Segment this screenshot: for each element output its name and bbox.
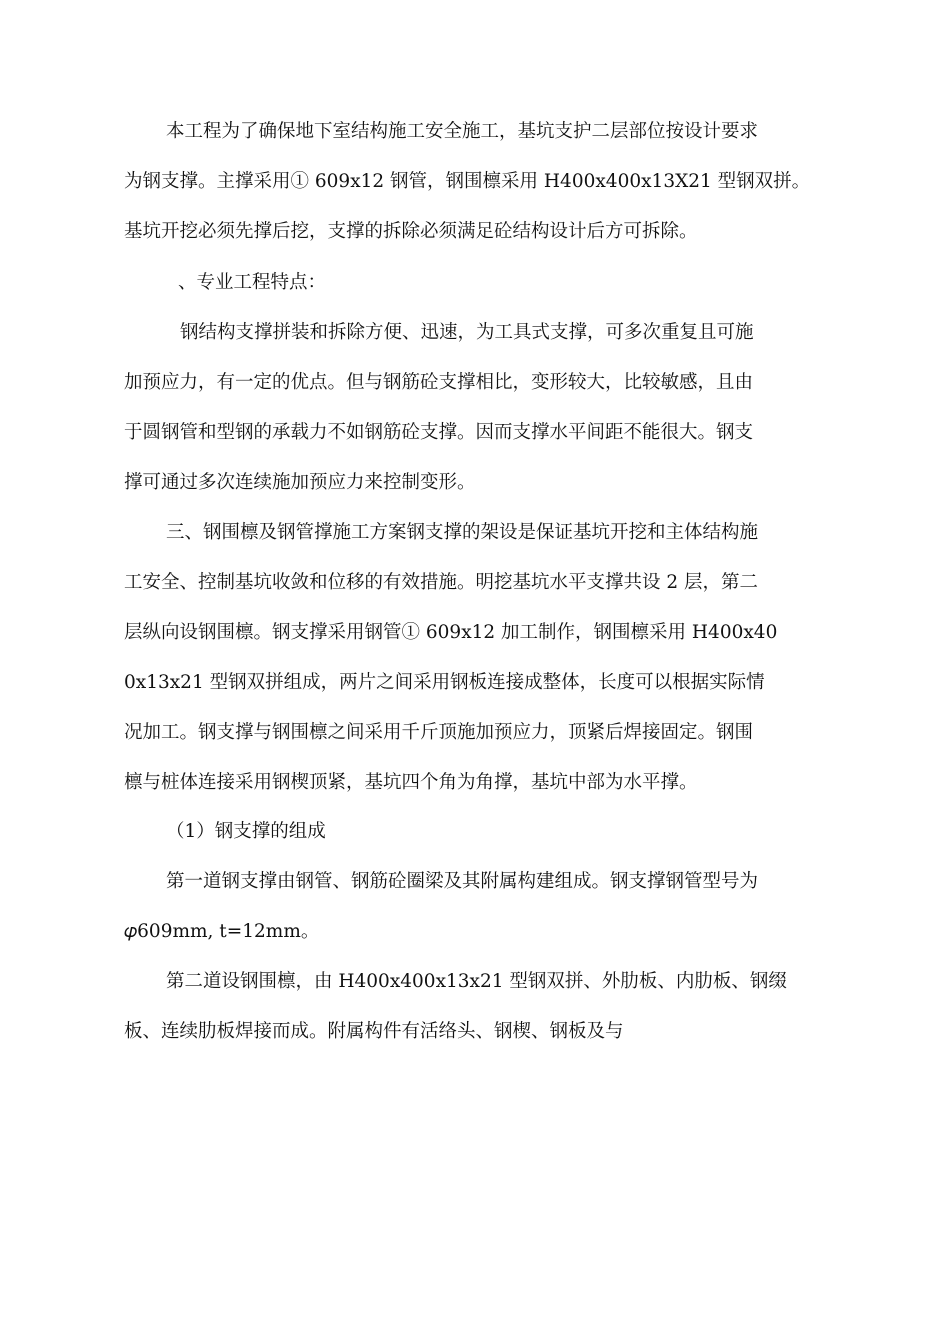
paragraph-1-line-1: 本工程为了确保地下室结构施工安全施工，基坑支护二层部位按设计要求	[166, 121, 759, 142]
paragraph-5-line-1: 第二道设钢围檩，由 H400x400x13x21 型钢双拼、外肋板、内肋板、钢缀	[166, 971, 787, 992]
paragraph-3-line-6: 檩与桩体连接采用钢楔顶紧，基坑四个角为角撑，基坑中部为水平撑。	[124, 772, 698, 793]
paragraph-2-line-2: 加预应力，有一定的优点。但与钢筋砼支撑相比，变形较大，比较敏感，且由	[124, 372, 754, 393]
paragraph-3-line-5: 况加工。钢支撑与钢围檩之间采用千斤顶施加预应力，顶紧后焊接固定。钢围	[124, 722, 754, 743]
section-heading: 、专业工程特点：	[178, 272, 327, 293]
paragraph-5-line-2: 板、连续肋板焊接而成。附属构件有活络头、钢楔、钢板及与	[124, 1021, 624, 1042]
paragraph-3-line-3: 层纵向设钢围檩。钢支撑采用钢管① 609x12 加工制作，钢围檩采用 H400x40	[124, 622, 778, 643]
paragraph-2-line-1: 钢结构支撑拼装和拆除方便、迅速，为工具式支撑，可多次重复且可施	[180, 322, 754, 343]
paragraph-2-line-3: 于圆钢管和型钢的承载力不如钢筋砼支撑。因而支撑水平间距不能很大。钢支	[124, 422, 754, 443]
paragraph-4-line-2: 𝜑609mm, t=12mm。	[124, 921, 320, 942]
paragraph-4-line-1: 第一道钢支撑由钢管、钢筋砼圈梁及其附属构建组成。钢支撑钢管型号为	[166, 871, 759, 892]
paragraph-1-line-2: 为钢支撑。主撑采用① 609x12 钢管，钢围檩采用 H400x400x13X21 型钢双拼。	[124, 171, 811, 192]
subsection-heading: （1）钢支撑的组成	[166, 821, 326, 842]
paragraph-3-line-4: 0x13x21 型钢双拼组成，两片之间采用钢板连接成整体，长度可以根据实际情	[124, 672, 765, 693]
paragraph-3-line-1: 三、钢围檩及钢管撑施工方案钢支撑的架设是保证基坑开挖和主体结构施	[166, 522, 759, 543]
paragraph-3-line-2: 工安全、控制基坑收敛和位移的有效措施。明挖基坑水平支撑共设 2 层，第二	[124, 572, 759, 593]
paragraph-1-line-3: 基坑开挖必须先撑后挖，支撑的拆除必须满足砼结构设计后方可拆除。	[124, 221, 698, 242]
paragraph-2-line-4: 撑可通过多次连续施加预应力来控制变形。	[124, 472, 476, 493]
